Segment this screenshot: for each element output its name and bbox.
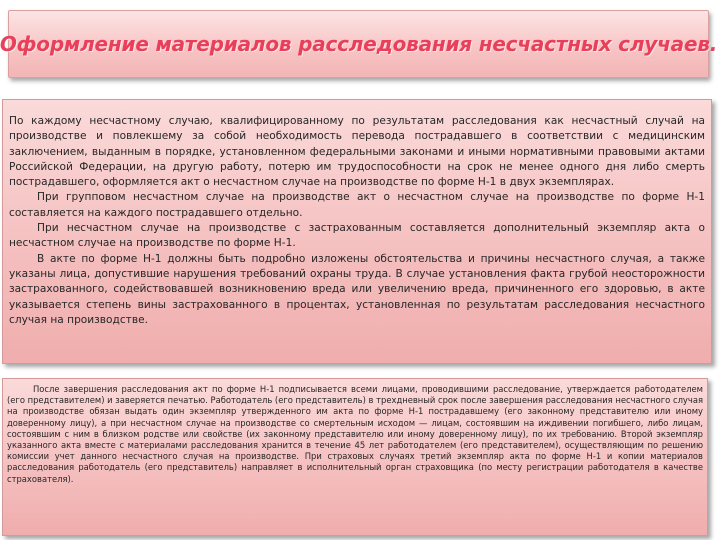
paragraph-act-contents: В акте по форме Н-1 должны быть подробно изложены обстоятельства и причины несчастного случая, а также указаны лица, допустившие нарушения требований охраны труда. В случае установления факта грубой неосторожности застрахованного, содействовавшей возникновению вреда или увеличению вреда, причиненного его здоровью, в акте указывается степень вины застрахованного в процентах, установленная по результатам расследования несчастного случая на производстве.: [9, 252, 705, 326]
title-banner: [0, 10, 718, 78]
paragraph-after-investigation: После завершения расследования акт по форме Н-1 подписывается всеми лицами, проводившими расследование, утверждается работодателем (его представителем) и заверяется печатью. Работодатель (его представитель) в трехдневный срок после завершения расследования несчастного случая на производстве обязан выдать один экземпляр утвержденного им акта по форме Н-1 пострадавшему (его законному представителю или иному доверенному лицу), а при несчастном случае на производстве со смертельным исходом — лицам, состоявшим на иждивении погибшего, либо лицам, состоявшим с ним в близком родстве или свойстве (их законному представителю или иному доверенному лицу), по их требованию. Второй экземпляр указанного акта вместе с материалами расследования хранится в течение 45 лет работодателем (его представителем), осуществляющим по решению комиссии учет данного несчастного случая на производстве. При страховых случаях третий экземпляр акта по форме Н-1 и копии материалов расследования работодатель (его представитель) направляет в исполнительный орган страховщика (по месту регистрации работодателя в качестве страхователя).: [7, 384, 703, 484]
main-text-box: [2, 99, 712, 364]
paragraph-act-n1: По каждому несчастному случаю, квалифицированному по результатам расследования как несчастный случай на производстве и повлекшему за собой необходимость перевода пострадавшего в соответствии с медицинским заключением, выданным в порядке, установленном федеральными законами и иными нормативными правовыми актами Российской Федерации, на другую работу, потерю им трудоспособности на срок не менее одного дня либо смерть пострадавшего, оформляется акт о несчастном случае на производстве по форме Н-1 в двух экземплярах.: [9, 115, 705, 189]
paragraph-insured-accident: При несчастном случае на производстве с застрахованным составляется дополнительный экземпляр акта о несчастном случае на производстве по форме Н-1.: [9, 222, 705, 250]
paragraph-group-accident: При групповом несчастном случае на производстве акт о несчастном случае на производстве по форме Н-1 составляется на каждого пострадавшего отдельно.: [9, 191, 705, 219]
slide-title: Оформление материалов расследования несчастных случаев.: [0, 32, 718, 56]
secondary-text-box: [2, 378, 708, 536]
